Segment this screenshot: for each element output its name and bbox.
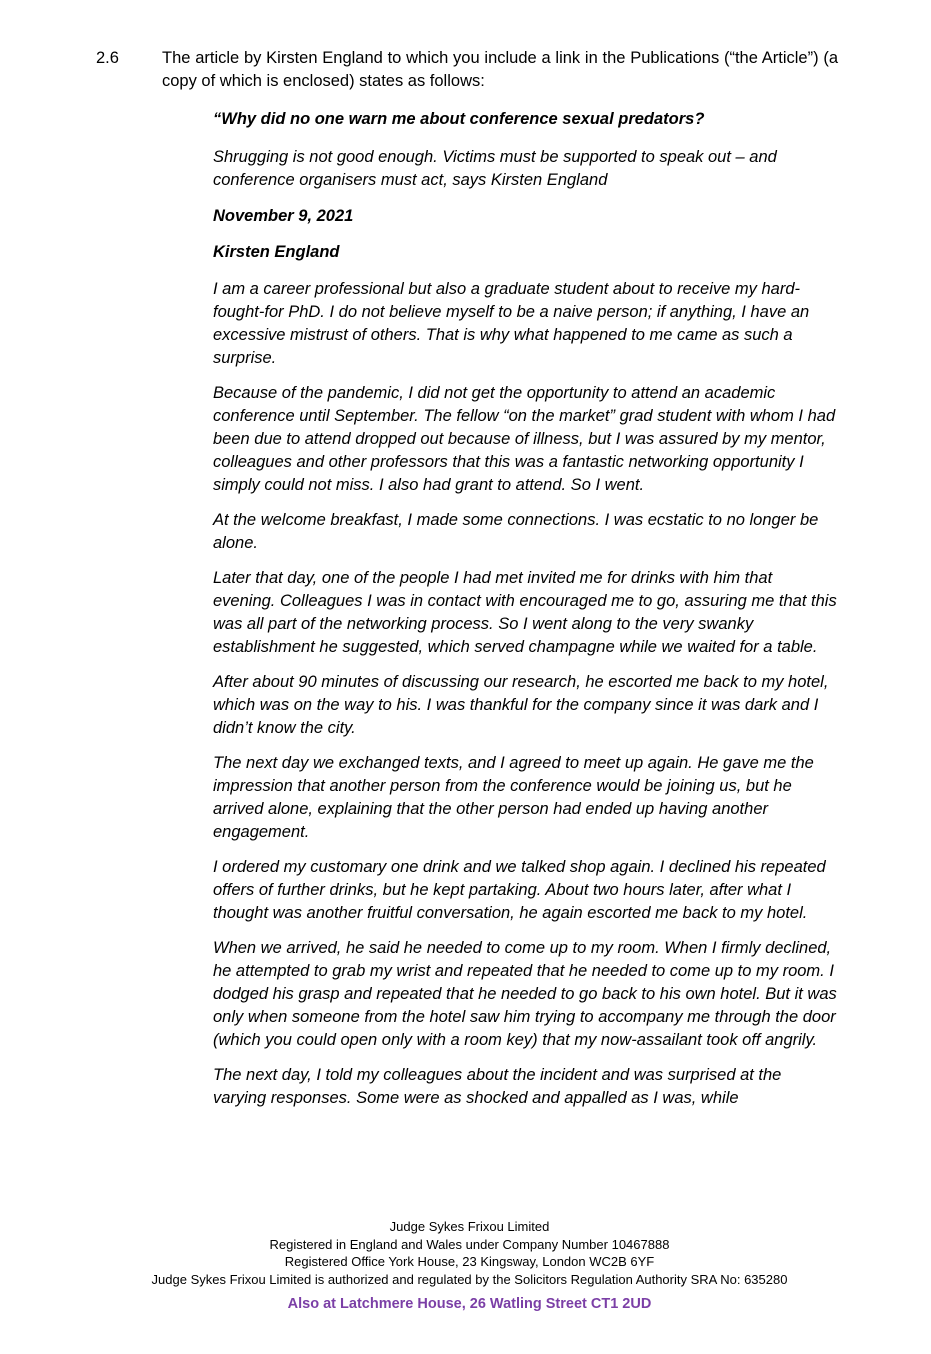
article-paragraph: The next day we exchanged texts, and I agreed to meet up again. He gave me the impression that another person from the conference would be joining us, but he arrived alone, explaining that the other person had ended up having another engagement. — [213, 754, 814, 841]
article-date: November 9, 2021 — [213, 207, 354, 225]
article-standfirst: Shrugging is not good enough. Victims must be supported to speak out – and conference organisers must act, says Kirsten England — [213, 148, 777, 189]
clause-2-6 — [96, 47, 838, 93]
footer-line: Judge Sykes Frixou Limited is authorized and regulated by the Solicitors Regulation Authority SRA No: 635280 — [151, 1271, 788, 1287]
article-paragraph: When we arrived, he said he needed to come up to my room. When I firmly declined, he attempted to grab my wrist and repeated that he needed to come up to my room. I dodged his grasp and repeated that he needed to go back to his own hotel. But it was only when someone from the hotel saw him trying to accompany me through the door (which you could open only with a room key) that my now-assailant took off angrily. — [213, 939, 837, 1049]
clause-number: 2.6 — [96, 49, 119, 67]
clause-text: The article by Kirsten England to which you include a link in the Publications (“the Article”) (a copy of which is enclosed) states as follows: — [162, 49, 838, 90]
article-paragraph: I ordered my customary one drink and we talked shop again. I declined his repeated offers of further drinks, but he kept partaking. About two hours later, after what I thought was another fruitful conversation, he again escorted me back to my hotel. — [213, 858, 826, 922]
footer-line: Judge Sykes Frixou Limited — [389, 1219, 550, 1234]
article-paragraph: The next day, I told my colleagues about the incident and was surprised at the varying responses. Some were as shocked and appalled as I was, while — [213, 1066, 782, 1107]
article-paragraph: I am a career professional but also a graduate student about to receive my hard-fought-for PhD. I do not believe myself to be a naive person; if anything, I have an excessive mistrust of others. That is why what happened to me came as such a surprise. — [213, 280, 810, 367]
footer-line: Registered in England and Wales under Company Number 10467888 — [269, 1236, 670, 1252]
article-paragraph: After about 90 minutes of discussing our research, he escorted me back to my hotel, which was on the way to his. I was thankful for the company since it was dark and I didn’t know the city. — [213, 673, 829, 737]
quoted-article — [213, 108, 838, 1110]
article-paragraph: Later that day, one of the people I had met invited me for drinks with him that evening. Colleagues I was in contact with encouraged me to go, assuring me that this was all part of the networking process. So I went along to the very swanky establishment he suggested, which served champagne while we waited for a table. — [213, 569, 837, 656]
article-paragraph: Because of the pandemic, I did not get the opportunity to attend an academic conference until September. The fellow “on the market” grad student with whom I had been due to attend dropped out because of illness, but I was assured by my mentor, colleagues and other professors that this was a fantastic networking opportunity I simply could not miss. I also had grant to attend. So I went. — [213, 384, 836, 494]
page-footer — [0, 1218, 931, 1288]
article-paragraph: At the welcome breakfast, I made some connections. I was ecstatic to no longer be alone. — [213, 511, 819, 552]
footer-line: Registered Office York House, 23 Kingsway, London WC2B 6YF — [284, 1254, 655, 1269]
article-byline: Kirsten England — [213, 243, 340, 261]
article-headline: “Why did no one warn me about conference sexual predators? — [213, 110, 705, 128]
footer-also-at-address: Also at Latchmere House, 26 Watling Street CT1 2UD — [287, 1296, 652, 1312]
